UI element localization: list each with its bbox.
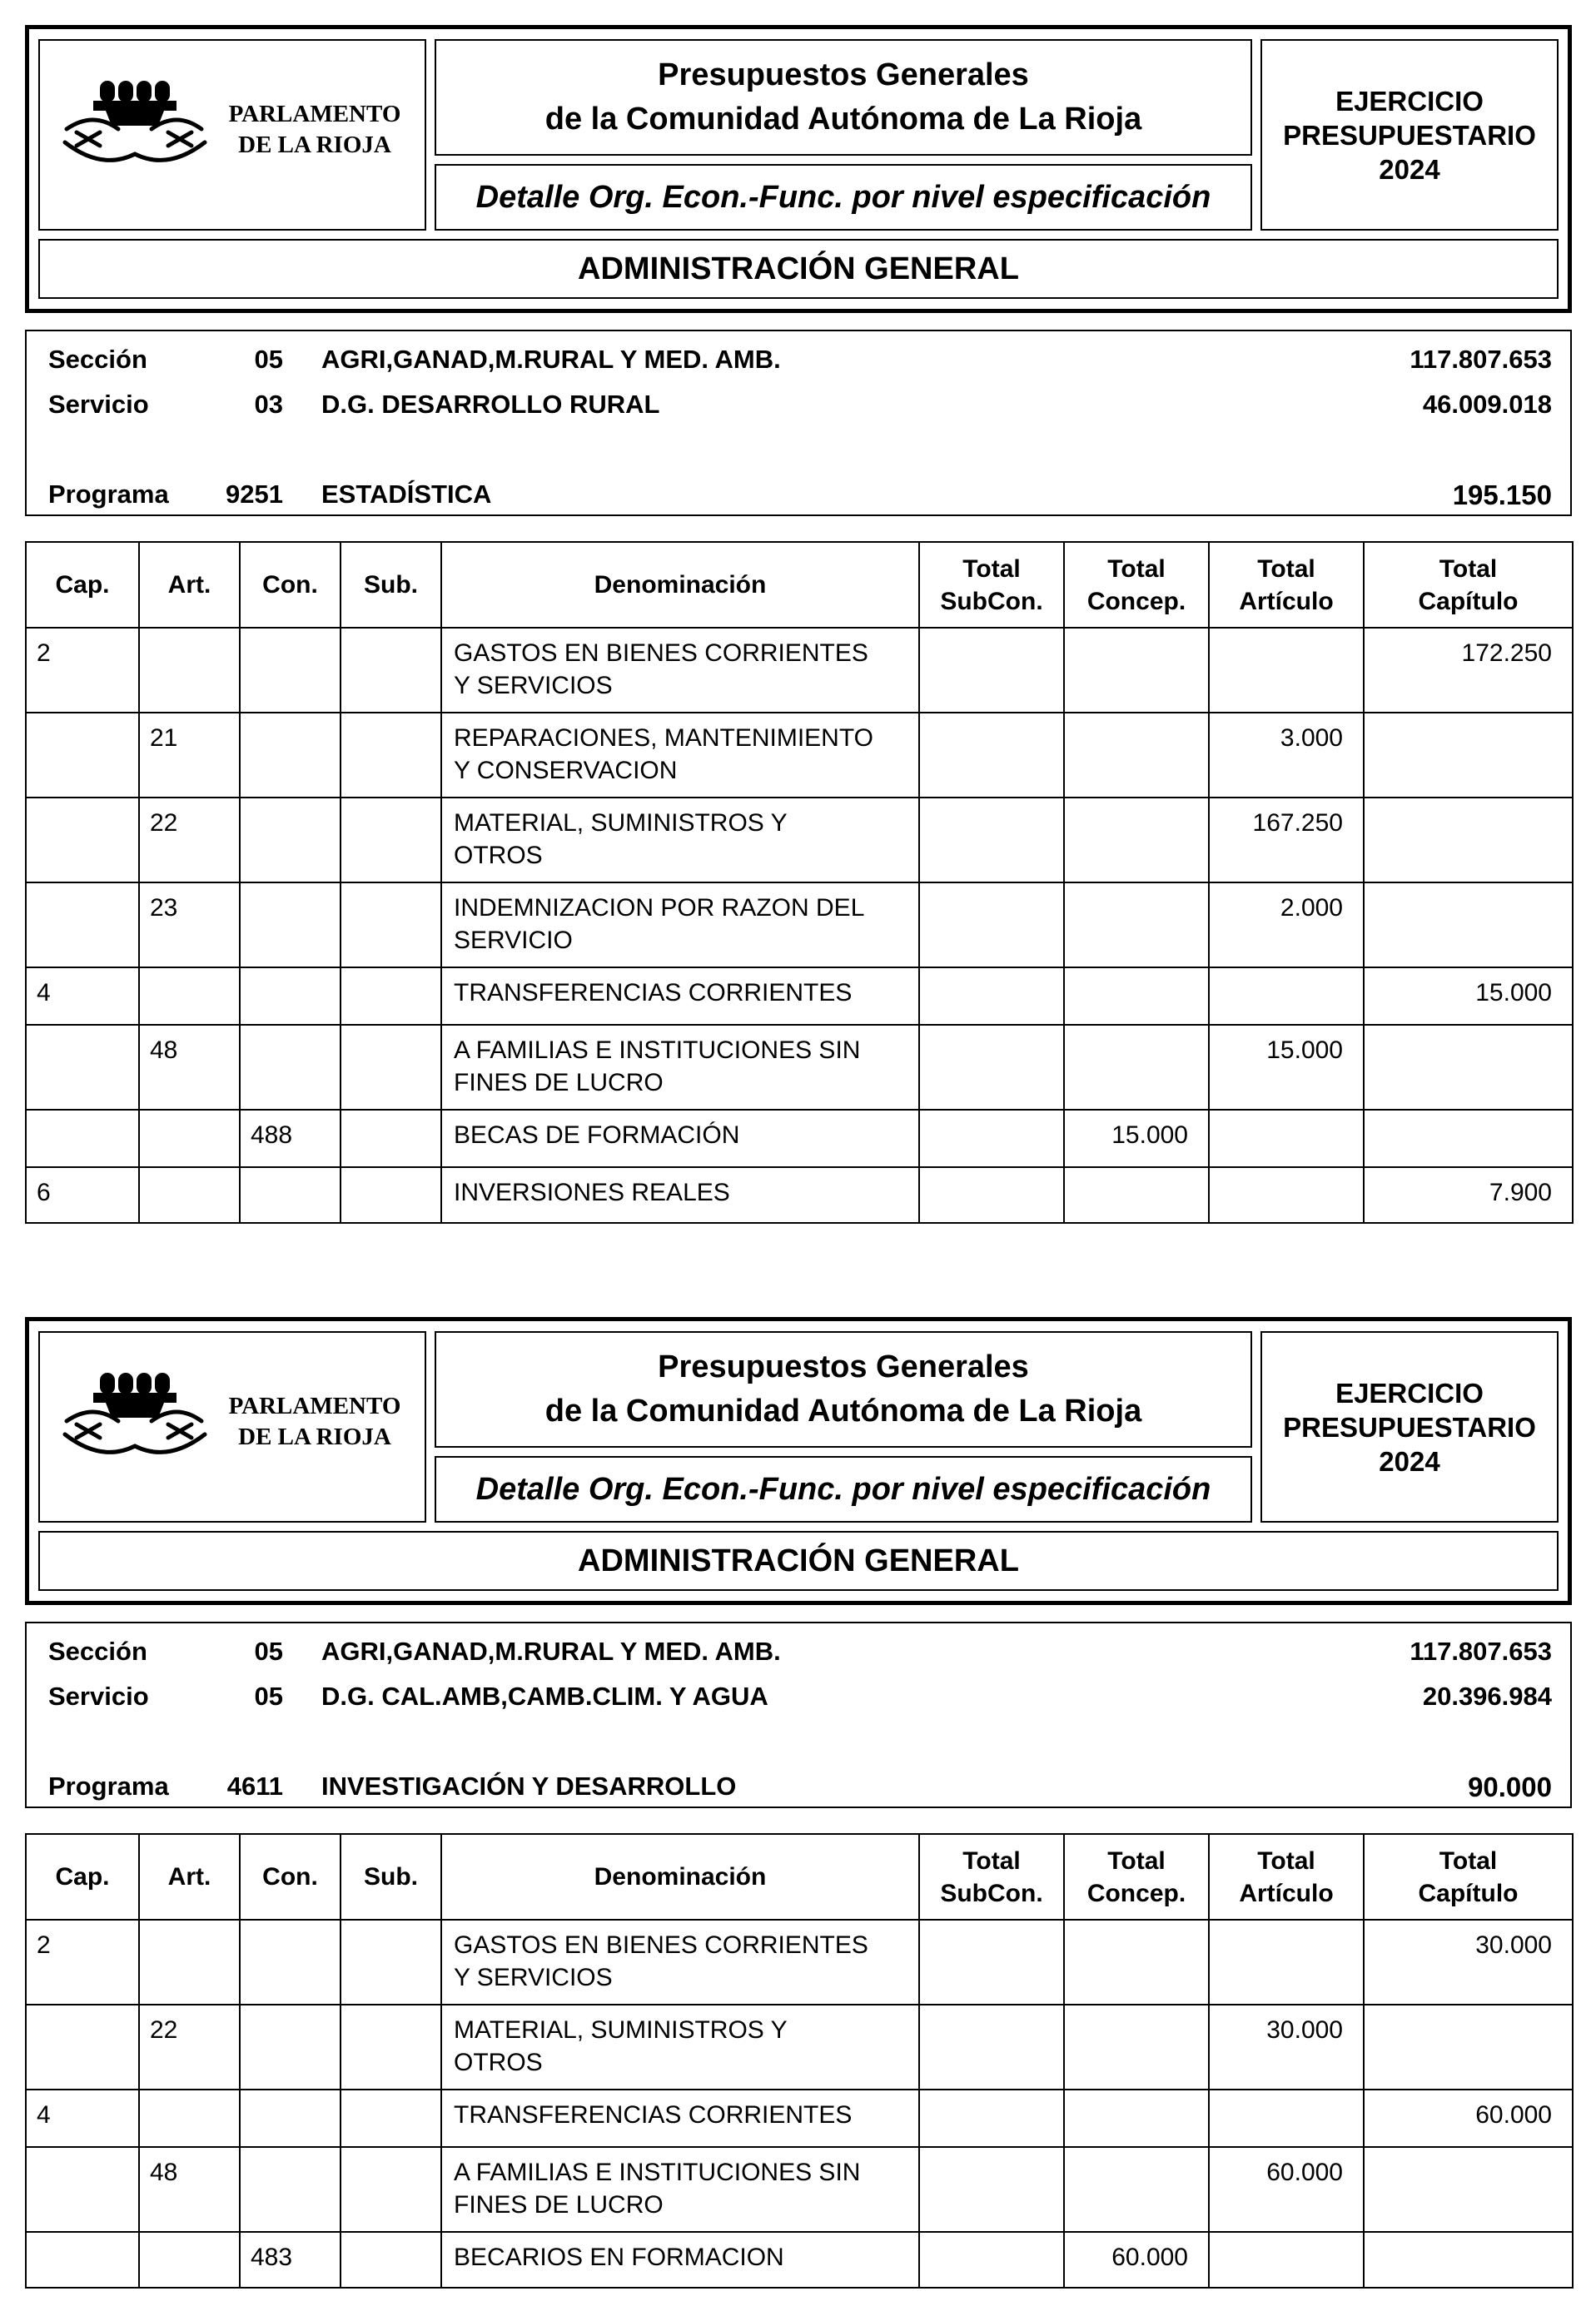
cell-con: 488 — [240, 1110, 341, 1167]
cell-subcon — [919, 628, 1064, 713]
logo-line-2: DE LA RIOJA — [238, 132, 391, 158]
cell-concep — [1064, 1025, 1209, 1110]
cell-subcon — [919, 967, 1064, 1025]
servicio-row — [27, 385, 1570, 421]
table-row — [26, 798, 1573, 882]
table-row — [26, 2005, 1573, 2090]
cell-concep — [1064, 1920, 1209, 2005]
cell-subcon — [919, 2147, 1064, 2232]
den-line-2: Y SERVICIOS — [454, 1964, 613, 1991]
cell-capitulo — [1364, 798, 1573, 882]
seccion-row — [27, 340, 1570, 376]
den-line-1: BECAS DE FORMACIÓN — [454, 1121, 740, 1149]
col-cap: Cap. — [26, 1834, 139, 1920]
col-con: Con. — [240, 1834, 341, 1920]
col-den: Denominación — [441, 1834, 919, 1920]
cell-cap: 4 — [26, 967, 139, 1025]
cell-subcon — [919, 1167, 1064, 1223]
cell-concep — [1064, 2005, 1209, 2090]
cell-con — [240, 798, 341, 882]
seccion-name: AGRI,GANAD,M.RURAL Y MED. AMB. — [321, 345, 781, 374]
admin-banner-text: ADMINISTRACIÓN GENERAL — [578, 1543, 1019, 1578]
title-line-1: Presupuestos Generales — [658, 57, 1029, 92]
col-capitulo — [1364, 542, 1573, 628]
cell-art — [139, 2090, 240, 2147]
col-articulo-1: Total — [1257, 554, 1315, 583]
title-line-2: de la Comunidad Autónoma de La Rioja — [544, 1394, 1142, 1429]
col-subcon-1: Total — [962, 554, 1021, 583]
seccion-code: 05 — [254, 1637, 283, 1666]
cell-concep — [1064, 2147, 1209, 2232]
cell-capitulo: 15.000 — [1364, 967, 1573, 1025]
den-line-1: GASTOS EN BIENES CORRIENTES — [454, 639, 868, 667]
table-row — [26, 2147, 1573, 2232]
cell-con — [240, 1920, 341, 2005]
cell-art: 22 — [139, 2005, 240, 2090]
cell-articulo — [1209, 2232, 1364, 2288]
col-concep — [1064, 1834, 1209, 1920]
seccion-amount: 117.807.653 — [1410, 345, 1552, 374]
cell-concep — [1064, 713, 1209, 798]
cell-capitulo — [1364, 713, 1573, 798]
table-row — [26, 1025, 1573, 1110]
table-row — [26, 628, 1573, 713]
cell-den — [441, 628, 919, 713]
col-articulo — [1209, 542, 1364, 628]
servicio-name: D.G. DESARROLLO RURAL — [321, 390, 660, 419]
cell-articulo — [1209, 1167, 1364, 1223]
cell-den — [441, 1920, 919, 2005]
cell-capitulo — [1364, 2147, 1573, 2232]
cell-articulo: 15.000 — [1209, 1025, 1364, 1110]
cell-subcon — [919, 1025, 1064, 1110]
col-concep-2: Concep. — [1086, 587, 1186, 615]
cell-cap: 4 — [26, 2090, 139, 2147]
cell-con: 483 — [240, 2232, 341, 2288]
programa-row — [27, 1767, 1570, 1803]
cell-capitulo — [1364, 882, 1573, 967]
cell-con — [240, 1167, 341, 1223]
programa-amount: 195.150 — [1452, 480, 1552, 510]
table-row — [26, 882, 1573, 967]
cell-capitulo: 7.900 — [1364, 1167, 1573, 1223]
cell-capitulo: 30.000 — [1364, 1920, 1573, 2005]
cell-den — [441, 2147, 919, 2232]
cell-con — [240, 882, 341, 967]
cell-con — [240, 2090, 341, 2147]
cell-cap — [26, 2232, 139, 2288]
title-line-1: Presupuestos Generales — [658, 1349, 1029, 1384]
cell-capitulo: 172.250 — [1364, 628, 1573, 713]
fiscal-year: 2024 — [1379, 153, 1440, 185]
cell-articulo — [1209, 2090, 1364, 2147]
servicio-name: D.G. CAL.AMB,CAMB.CLIM. Y AGUA — [321, 1682, 768, 1711]
programa-label: Programa — [48, 1772, 169, 1801]
logo-box — [38, 39, 426, 231]
cell-subcon — [919, 713, 1064, 798]
program-info — [25, 330, 1572, 516]
subtitle: Detalle Org. Econ.-Func. por nivel especificación — [475, 1471, 1211, 1507]
cell-sub — [341, 798, 441, 882]
col-den: Denominación — [441, 542, 919, 628]
servicio-label: Servicio — [48, 390, 149, 419]
fiscal-year: 2024 — [1379, 1445, 1440, 1477]
document-header — [25, 25, 1572, 313]
col-sub: Sub. — [341, 1834, 441, 1920]
den-line-2: OTROS — [454, 2049, 543, 2076]
subtitle-box — [435, 164, 1252, 231]
cell-subcon — [919, 2090, 1064, 2147]
cell-concep — [1064, 882, 1209, 967]
cell-art: 48 — [139, 1025, 240, 1110]
cell-sub — [341, 882, 441, 967]
programa-name: INVESTIGACIÓN Y DESARROLLO — [321, 1772, 737, 1801]
col-concep — [1064, 542, 1209, 628]
admin-banner — [38, 1531, 1559, 1591]
cell-con — [240, 1025, 341, 1110]
den-line-1: REPARACIONES, MANTENIMIENTO — [454, 724, 873, 752]
cell-den — [441, 1025, 919, 1110]
presupuestario-label: PRESUPUESTARIO — [1283, 1411, 1536, 1443]
cell-den — [441, 967, 919, 1025]
col-articulo-1: Total — [1257, 1846, 1315, 1875]
parliament-logo-icon — [60, 77, 208, 177]
cell-cap: 2 — [26, 628, 139, 713]
document-header — [25, 1317, 1572, 1605]
col-subcon-2: SubCon. — [940, 587, 1043, 615]
cell-concep — [1064, 967, 1209, 1025]
table-row — [26, 1110, 1573, 1167]
col-concep-1: Total — [1107, 554, 1166, 583]
programa-code: 4611 — [226, 1772, 283, 1801]
seccion-row — [27, 1632, 1570, 1668]
table-row — [26, 713, 1573, 798]
logo-text — [215, 99, 415, 161]
col-sub: Sub. — [341, 542, 441, 628]
cell-subcon — [919, 1920, 1064, 2005]
cell-art: 22 — [139, 798, 240, 882]
cell-capitulo — [1364, 2232, 1573, 2288]
logo-line-1: PARLAMENTO — [228, 101, 401, 127]
parliament-logo-icon — [60, 1369, 208, 1469]
col-subcon — [919, 542, 1064, 628]
cell-cap — [26, 798, 139, 882]
budget-table — [25, 541, 1574, 1224]
ejercicio-label: EJERCICIO — [1335, 85, 1484, 117]
table-header-row — [26, 542, 1573, 628]
cell-articulo — [1209, 967, 1364, 1025]
programa-label: Programa — [48, 480, 169, 509]
table-row — [26, 967, 1573, 1025]
col-concep-2: Concep. — [1086, 1879, 1186, 1907]
col-subcon-2: SubCon. — [940, 1879, 1043, 1907]
cell-art: 23 — [139, 882, 240, 967]
cell-den — [441, 882, 919, 967]
cell-cap: 2 — [26, 1920, 139, 2005]
cell-articulo: 60.000 — [1209, 2147, 1364, 2232]
seccion-name: AGRI,GANAD,M.RURAL Y MED. AMB. — [321, 1637, 781, 1666]
logo-line-2: DE LA RIOJA — [238, 1424, 391, 1450]
den-line-2: Y SERVICIOS — [454, 672, 613, 699]
cell-concep: 15.000 — [1064, 1110, 1209, 1167]
cell-art — [139, 2232, 240, 2288]
cell-articulo: 167.250 — [1209, 798, 1364, 882]
col-cap: Cap. — [26, 542, 139, 628]
cell-subcon — [919, 1110, 1064, 1167]
cell-articulo — [1209, 1110, 1364, 1167]
seccion-label: Sección — [48, 1637, 147, 1666]
col-capitulo-1: Total — [1439, 1846, 1498, 1875]
servicio-label: Servicio — [48, 1682, 149, 1711]
cell-articulo: 2.000 — [1209, 882, 1364, 967]
cell-concep — [1064, 628, 1209, 713]
cell-art: 48 — [139, 2147, 240, 2232]
cell-art — [139, 1110, 240, 1167]
cell-sub — [341, 2090, 441, 2147]
cell-capitulo — [1364, 1110, 1573, 1167]
cell-sub — [341, 2147, 441, 2232]
cell-cap — [26, 1025, 139, 1110]
cell-art: 21 — [139, 713, 240, 798]
cell-concep — [1064, 798, 1209, 882]
col-art: Art. — [139, 1834, 240, 1920]
programa-name: ESTADÍSTICA — [321, 480, 492, 509]
seccion-label: Sección — [48, 345, 147, 374]
title-box — [435, 1331, 1252, 1448]
den-line-2: Y CONSERVACION — [454, 757, 678, 784]
col-capitulo-1: Total — [1439, 554, 1498, 583]
col-subcon-1: Total — [962, 1846, 1021, 1875]
cell-cap — [26, 2147, 139, 2232]
cell-cap — [26, 882, 139, 967]
table-header-row — [26, 1834, 1573, 1920]
subtitle: Detalle Org. Econ.-Func. por nivel especificación — [475, 179, 1211, 215]
admin-banner — [38, 239, 1559, 299]
col-art: Art. — [139, 542, 240, 628]
cell-den — [441, 798, 919, 882]
admin-banner-text: ADMINISTRACIÓN GENERAL — [578, 251, 1019, 286]
cell-subcon — [919, 2232, 1064, 2288]
den-line-2: SERVICIO — [454, 927, 573, 954]
cell-sub — [341, 2232, 441, 2288]
den-line-1: A FAMILIAS E INSTITUCIONES SIN — [454, 1036, 861, 1064]
cell-subcon — [919, 798, 1064, 882]
logo-line-1: PARLAMENTO — [228, 1393, 401, 1419]
cell-den — [441, 2232, 919, 2288]
cell-cap — [26, 713, 139, 798]
cell-con — [240, 2147, 341, 2232]
presupuestario-label: PRESUPUESTARIO — [1283, 119, 1536, 151]
cell-subcon — [919, 882, 1064, 967]
budget-table — [25, 1833, 1574, 2289]
den-line-1: TRANSFERENCIAS CORRIENTES — [454, 979, 853, 1006]
den-line-1: INVERSIONES REALES — [454, 1179, 730, 1206]
col-capitulo-2: Capítulo — [1418, 587, 1519, 615]
title-box — [435, 39, 1252, 156]
cell-sub — [341, 1920, 441, 2005]
cell-art — [139, 1167, 240, 1223]
den-line-1: BECARIOS EN FORMACION — [454, 2244, 784, 2271]
den-line-2: OTROS — [454, 842, 543, 869]
ejercicio-label: EJERCICIO — [1335, 1377, 1484, 1409]
cell-den — [441, 2005, 919, 2090]
table-row — [26, 1920, 1573, 2005]
den-line-1: GASTOS EN BIENES CORRIENTES — [454, 1931, 868, 1959]
col-articulo-2: Artículo — [1239, 1879, 1334, 1907]
cell-cap — [26, 2005, 139, 2090]
col-concep-1: Total — [1107, 1846, 1166, 1875]
cell-concep: 60.000 — [1064, 2232, 1209, 2288]
col-articulo — [1209, 1834, 1364, 1920]
cell-capitulo — [1364, 1025, 1573, 1110]
seccion-amount: 117.807.653 — [1410, 1637, 1552, 1666]
seccion-code: 05 — [254, 345, 283, 374]
servicio-code: 03 — [254, 390, 283, 419]
cell-sub — [341, 713, 441, 798]
subtitle-box — [435, 1456, 1252, 1523]
cell-concep — [1064, 2090, 1209, 2147]
cell-sub — [341, 967, 441, 1025]
den-line-1: INDEMNIZACION POR RAZON DEL — [454, 894, 865, 922]
programa-amount: 90.000 — [1468, 1772, 1552, 1802]
programa-row — [27, 475, 1570, 511]
cell-con — [240, 2005, 341, 2090]
cell-sub — [341, 1167, 441, 1223]
servicio-amount: 46.009.018 — [1422, 390, 1552, 419]
table-row — [26, 1167, 1573, 1223]
den-line-2: FINES DE LUCRO — [454, 1069, 664, 1096]
cell-art — [139, 967, 240, 1025]
cell-capitulo — [1364, 2005, 1573, 2090]
servicio-code: 05 — [254, 1682, 283, 1711]
col-subcon — [919, 1834, 1064, 1920]
cell-cap: 6 — [26, 1167, 139, 1223]
logo-box — [38, 1331, 426, 1523]
den-line-1: MATERIAL, SUMINISTROS Y — [454, 2016, 788, 2044]
cell-cap — [26, 1110, 139, 1167]
den-line-1: MATERIAL, SUMINISTROS Y — [454, 809, 788, 837]
cell-sub — [341, 628, 441, 713]
den-line-1: TRANSFERENCIAS CORRIENTES — [454, 2101, 853, 2129]
programa-code: 9251 — [226, 480, 283, 509]
table-row — [26, 2232, 1573, 2288]
servicio-row — [27, 1677, 1570, 1713]
cell-art — [139, 628, 240, 713]
fiscal-year-box — [1260, 1331, 1559, 1523]
col-capitulo-2: Capítulo — [1418, 1879, 1519, 1907]
cell-articulo: 3.000 — [1209, 713, 1364, 798]
cell-art — [139, 1920, 240, 2005]
cell-articulo: 30.000 — [1209, 2005, 1364, 2090]
den-line-2: FINES DE LUCRO — [454, 2191, 664, 2219]
cell-articulo — [1209, 1920, 1364, 2005]
program-info — [25, 1622, 1572, 1808]
logo-text — [215, 1391, 415, 1453]
cell-concep — [1064, 1167, 1209, 1223]
cell-sub — [341, 1025, 441, 1110]
cell-sub — [341, 1110, 441, 1167]
col-con: Con. — [240, 542, 341, 628]
cell-con — [240, 967, 341, 1025]
cell-den — [441, 713, 919, 798]
fiscal-year-box — [1260, 39, 1559, 231]
cell-con — [240, 628, 341, 713]
den-line-1: A FAMILIAS E INSTITUCIONES SIN — [454, 2159, 861, 2186]
cell-den — [441, 1167, 919, 1223]
cell-capitulo: 60.000 — [1364, 2090, 1573, 2147]
table-row — [26, 2090, 1573, 2147]
cell-articulo — [1209, 628, 1364, 713]
cell-den — [441, 2090, 919, 2147]
servicio-amount: 20.396.984 — [1422, 1682, 1552, 1711]
cell-sub — [341, 2005, 441, 2090]
cell-subcon — [919, 2005, 1064, 2090]
cell-den — [441, 1110, 919, 1167]
col-articulo-2: Artículo — [1239, 587, 1334, 615]
cell-con — [240, 713, 341, 798]
col-capitulo — [1364, 1834, 1573, 1920]
title-line-2: de la Comunidad Autónoma de La Rioja — [544, 102, 1142, 137]
